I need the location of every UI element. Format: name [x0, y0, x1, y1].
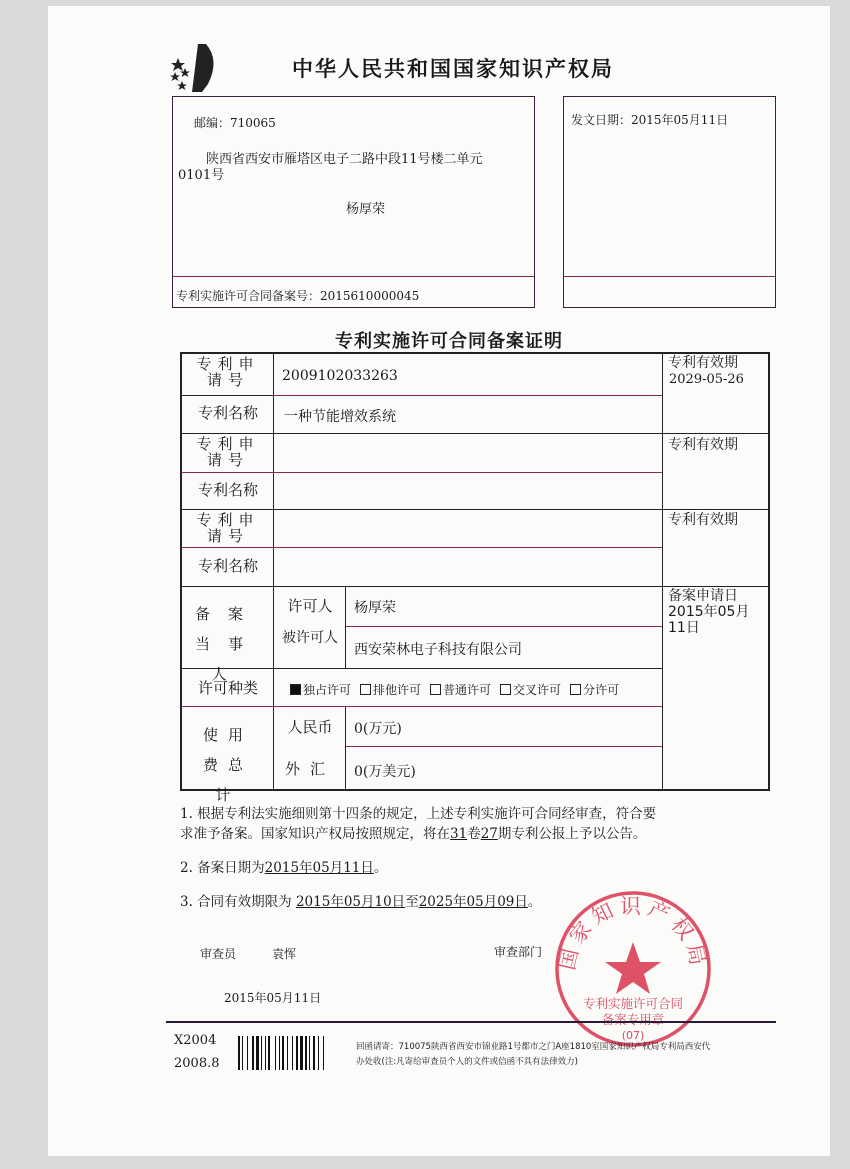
validity-label-2: 专利有效期	[668, 437, 738, 453]
address-box-divider	[173, 276, 534, 277]
contract-end-date: 2025年05月09日	[418, 894, 528, 910]
table-col-line	[345, 586, 346, 668]
app-no-label-3: 专利申请号	[196, 511, 260, 545]
form-number: X2004	[174, 1033, 217, 1048]
contract-start-date: 2015年05月10日	[295, 894, 406, 910]
note-2: 2. 备案日期为2015年05月11日。	[180, 860, 388, 876]
footer-rule	[166, 1021, 776, 1023]
patent-app-number-1: 2009102033263	[282, 368, 398, 384]
svg-text:(07): (07)	[621, 1029, 645, 1042]
record-number: 专利实施许可合同备案号：2015610000045	[176, 289, 420, 303]
patent-name-label-1: 专利名称	[197, 404, 258, 422]
checkbox-icon	[430, 684, 441, 695]
note-1-line-1: 1. 根据专利法实施细则第十四条的规定，上述专利实施许可合同经审查，符合要	[180, 806, 657, 822]
sipo-emblem-icon	[168, 40, 224, 94]
note-1-line-2: 求准予备案。国家知识产权局按照规定，将在31卷27期专利公报上予以公告。	[180, 826, 647, 842]
table-row-line	[181, 395, 275, 396]
certificate-title: 专利实施许可合同备案证明	[335, 331, 563, 352]
checkbox-icon	[360, 684, 371, 695]
license-type-options	[290, 681, 628, 698]
table-col-line	[662, 353, 663, 790]
reply-address-line-2: 办处收(注:凡寄给审查员个人的文件或信函不具有法律效力)	[356, 1057, 578, 1067]
fee-total-label: 使用费总计	[202, 726, 253, 804]
note-3: 3. 合同有效期限为 2015年05月10日至2025年05月09日。	[180, 894, 542, 910]
reply-address-line-1: 回函请寄：710075陕西省西安市锦业路1号都市之门A座1810室国家知识产权局专利局西安代	[356, 1042, 711, 1052]
form-version-date: 2008.8	[174, 1056, 220, 1071]
table-row-line	[181, 472, 662, 473]
barcode	[238, 1036, 340, 1070]
license-type-option: 分许可	[570, 683, 619, 697]
recipient-name: 杨厚荣	[346, 202, 386, 217]
validity-date-1: 2029-05-26	[669, 372, 744, 387]
examiner-name: 袁恽	[272, 947, 297, 961]
document-page	[48, 6, 830, 1156]
licensee-name: 西安荣林电子科技有限公司	[354, 642, 522, 658]
table-col-line	[273, 353, 274, 708]
examiner-label: 审查员	[200, 947, 237, 961]
table-row-line	[181, 586, 769, 587]
table-row-line	[345, 626, 662, 627]
department-label: 审查部门	[494, 945, 543, 959]
table-row-line	[181, 547, 662, 548]
app-no-label-2: 专利申请号	[196, 435, 260, 469]
issue-box-divider	[564, 276, 775, 277]
patent-name-label-2: 专利名称	[197, 481, 258, 499]
license-type-option: 普通许可	[430, 683, 491, 697]
app-no-label-1: 专利申请号	[196, 355, 260, 389]
record-table	[180, 352, 770, 791]
table-row-line	[181, 509, 769, 510]
patent-name-label-3: 专利名称	[197, 557, 258, 575]
fx-value: 0(万美元)	[354, 764, 416, 780]
address-line-2: 0101号	[178, 168, 225, 183]
checkbox-icon	[290, 684, 301, 695]
patent-name-1: 一种节能增效系统	[284, 409, 396, 425]
table-row-line	[181, 433, 769, 434]
rmb-label: 人民币	[287, 718, 333, 736]
filing-date: 2015年05月11日	[668, 604, 750, 636]
license-type-label: 许可种类	[197, 679, 258, 697]
table-row-line	[345, 746, 662, 747]
address: 陕西省西安市雁塔区电子二路中段11号楼二单元	[206, 152, 483, 167]
table-col-line	[273, 706, 274, 790]
licensor-label: 许可人	[287, 597, 333, 615]
licensee-label: 被许可人	[282, 630, 338, 646]
license-type-option: 排他许可	[360, 683, 421, 697]
table-row-line	[274, 395, 662, 396]
gazette-issue: 27	[480, 826, 498, 842]
svg-text:国家知识产权局: 国家知识产权局	[555, 894, 711, 973]
postcode: 邮编：710065	[194, 116, 276, 130]
svg-text:备案专用章: 备案专用章	[601, 1012, 665, 1027]
filing-date-label: 备案申请日	[668, 588, 738, 604]
signoff-date: 2015年05月11日	[224, 991, 322, 1005]
official-seal-icon	[550, 886, 716, 1052]
license-type-option: 独占许可	[290, 683, 351, 697]
license-type-option: 交叉许可	[500, 683, 561, 697]
gazette-volume: 31	[450, 826, 468, 842]
table-col-line	[345, 706, 346, 790]
checkbox-icon	[500, 684, 511, 695]
issue-date: 发文日期：2015年05月11日	[571, 113, 729, 127]
checkbox-icon	[570, 684, 581, 695]
parties-label: 备案当事人	[194, 605, 261, 683]
svg-text:专利实施许可合同: 专利实施许可合同	[582, 996, 684, 1011]
licensor-name: 杨厚荣	[354, 600, 396, 616]
agency-name: 中华人民共和国国家知识产权局	[292, 57, 614, 81]
filing-record-date: 2015年05月11日	[264, 860, 374, 876]
validity-label-3: 专利有效期	[668, 512, 738, 528]
validity-label-1: 专利有效期	[668, 355, 738, 371]
fx-label: 外汇	[284, 760, 335, 778]
table-row-line	[181, 706, 662, 707]
rmb-value: 0(万元)	[354, 721, 402, 737]
